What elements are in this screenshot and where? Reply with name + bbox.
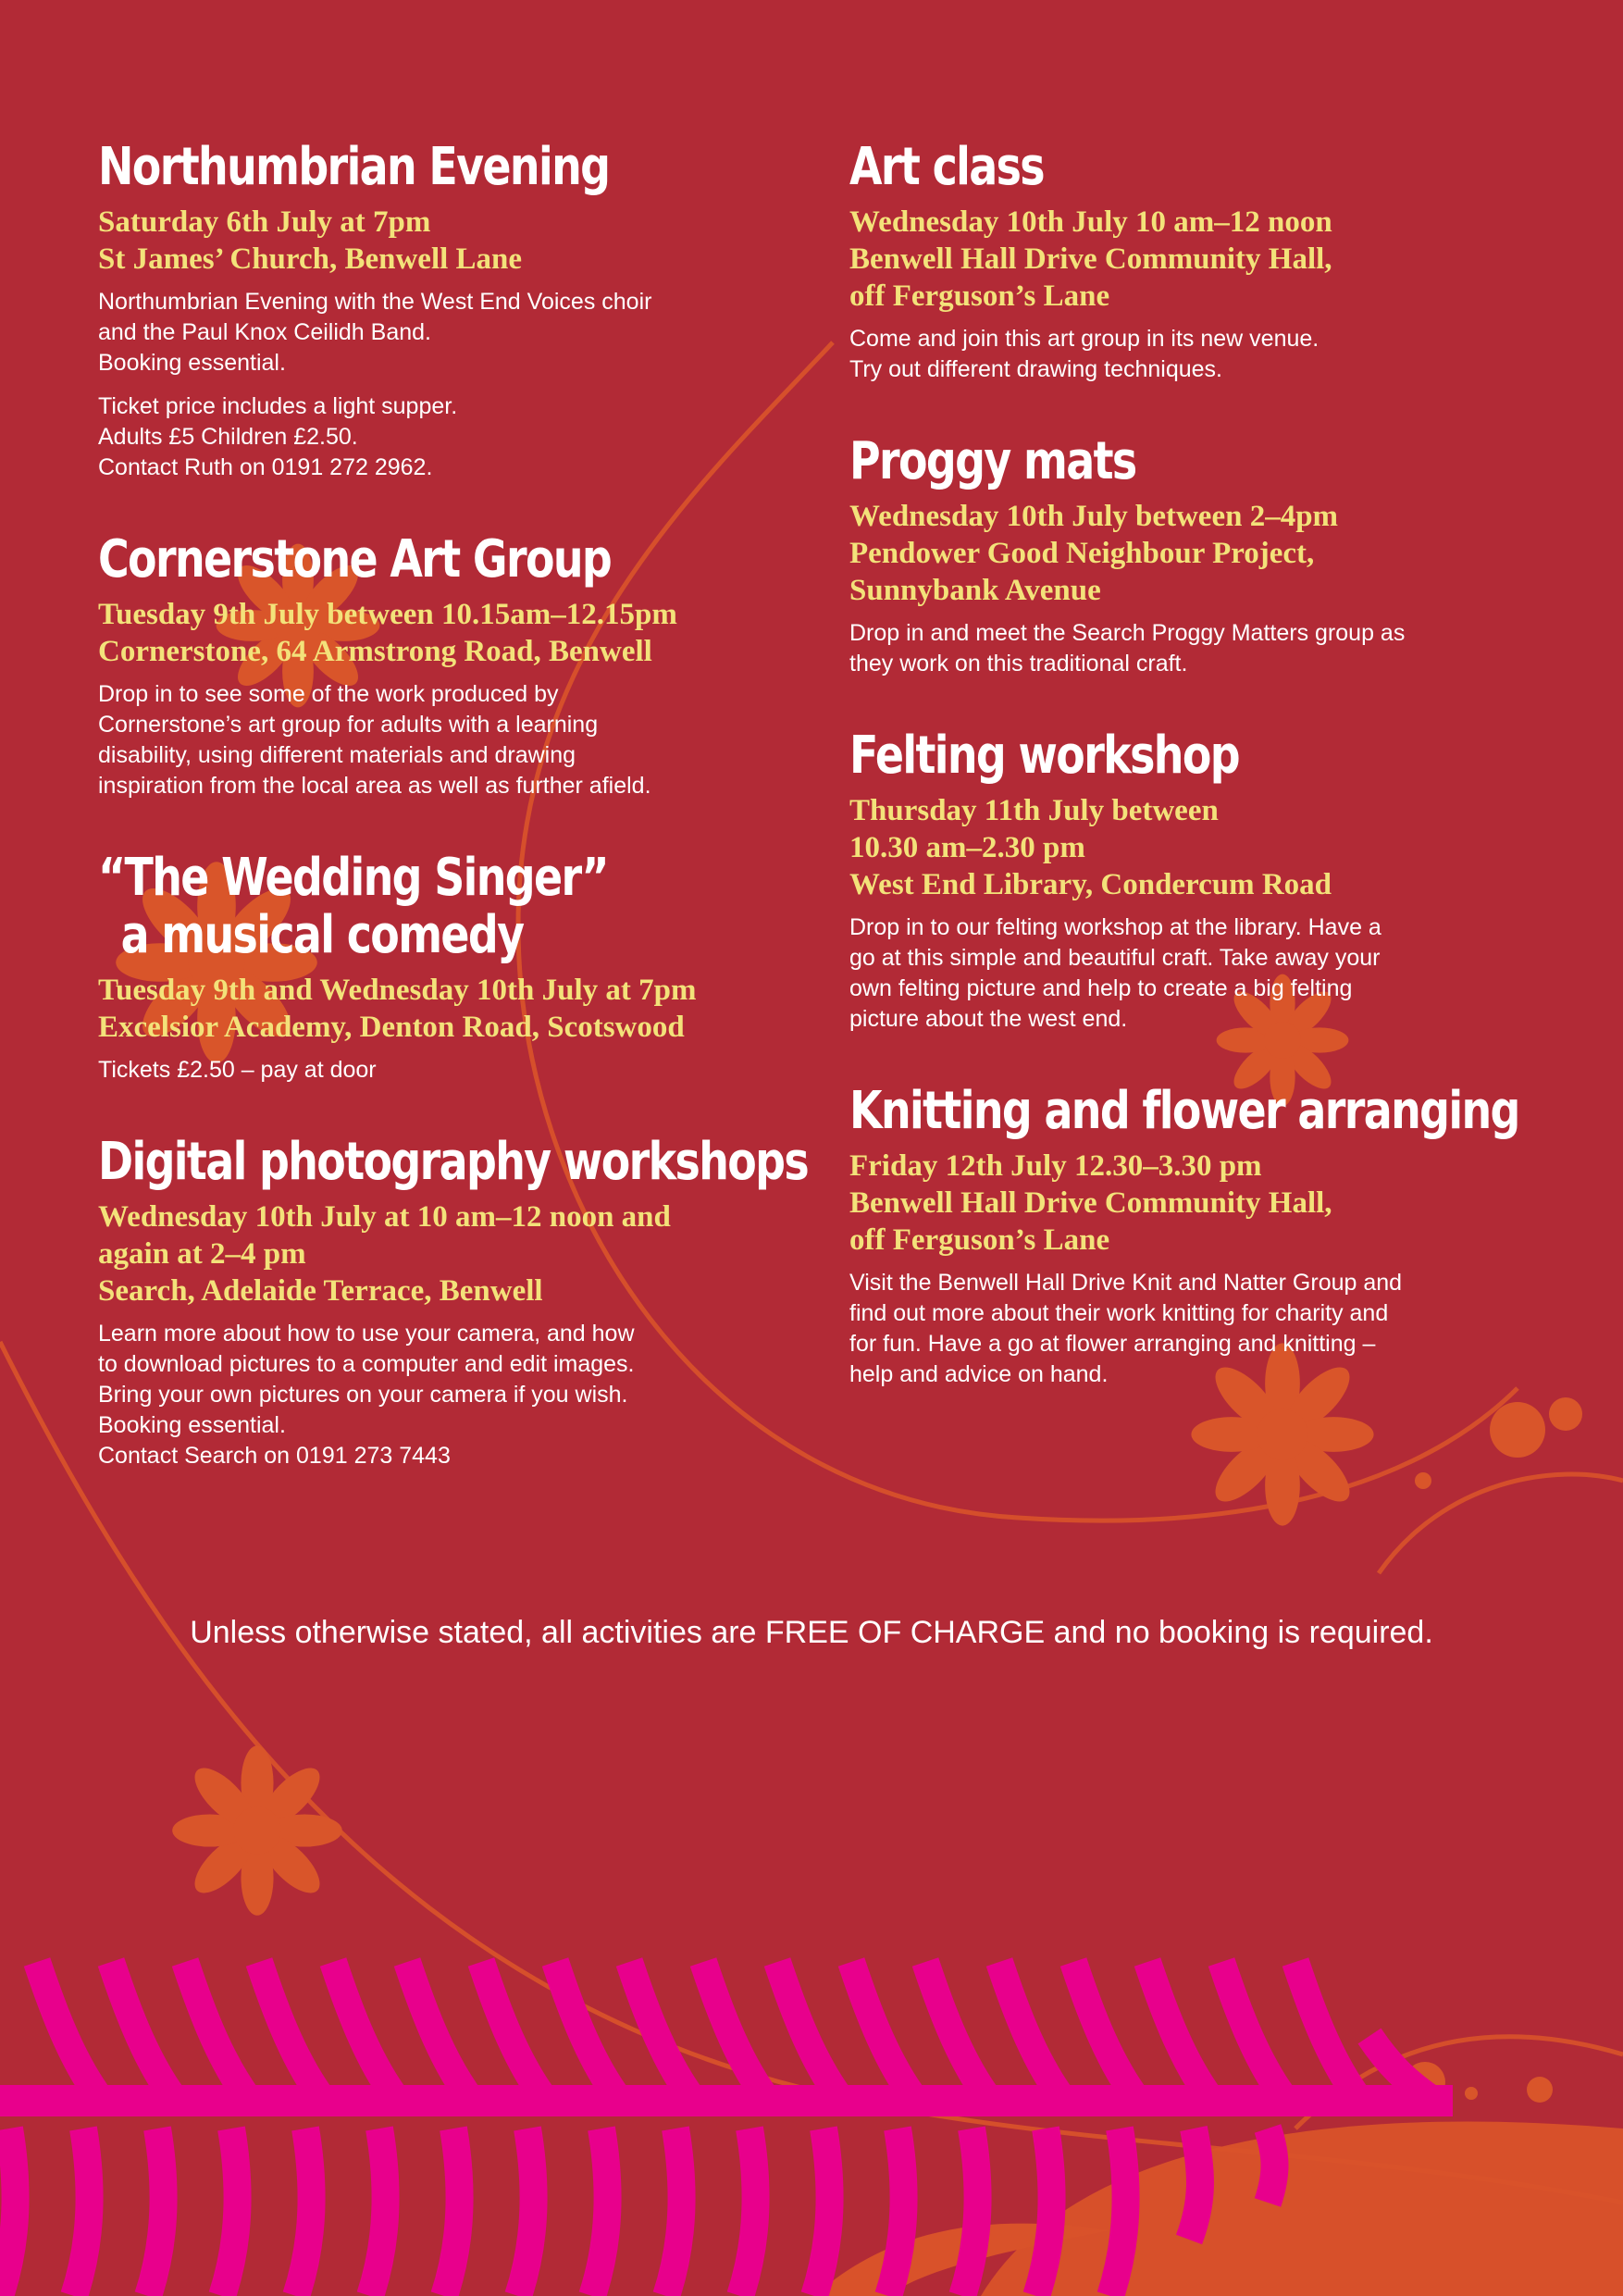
- event-title: [98, 850, 652, 964]
- event-description: Tickets £2.50 – pay at door: [98, 1057, 377, 1083]
- event-date-location: Wednesday 10th July between 2–4pm Pendower Good Neighbour Project, Sunnybank Avenue: [849, 500, 1339, 607]
- event-description: Come and join this art group in its new venue. Try out different drawing techniques.: [849, 326, 1319, 382]
- event-description: Visit the Benwell Hall Drive Knit and Natter Group and find out more about their work knitting for charity and for fun. Have a go at flower arranging and knitting – help and advice on hand.: [849, 1270, 1403, 1387]
- event-date-location: Saturday 6th July at 7pm St James’ Church, Benwell Lane: [98, 205, 523, 276]
- event-date-location: Thursday 11th July between 10.30 am–2.30 pm West End Library, Condercum Road: [849, 794, 1332, 901]
- event-wedding-singer: [98, 850, 774, 1086]
- event-felting-workshop: [849, 727, 1525, 1035]
- event-description: Drop in to see some of the work produced by Cornerstone’s art group for adults with a learning disability, using different materials and drawing inspiration from the local area as well as further afield.: [98, 681, 651, 799]
- right-column: [849, 139, 1525, 1438]
- event-digital-photography: [98, 1132, 809, 1471]
- event-cornerstone-art-group: [98, 531, 774, 801]
- event-description: Drop in and meet the Search Proggy Matters group as they work on this traditional craft.: [849, 620, 1406, 676]
- event-date-location: Wednesday 10th July 10 am–12 noon Benwell Hall Drive Community Hall, off Ferguson’s Lane: [849, 205, 1332, 313]
- event-ticket-info: Ticket price includes a light supper. Adults £5 Children £2.50. Contact Ruth on 0191 272 2962.: [98, 393, 458, 480]
- event-title: Proggy mats: [849, 431, 1136, 491]
- event-date-location: Friday 12th July 12.30–3.30 pm Benwell Hall Drive Community Hall, off Ferguson’s Lane: [849, 1149, 1332, 1257]
- left-column: [98, 137, 809, 1520]
- event-title: Cornerstone Art Group: [98, 529, 612, 590]
- event-title-line2: a musical comedy: [120, 905, 524, 965]
- event-art-class: [849, 139, 1525, 385]
- event-title: Knitting and flower arranging: [849, 1081, 1519, 1141]
- event-title: Digital photography workshops: [98, 1132, 809, 1192]
- event-date-location: Wednesday 10th July at 10 am–12 noon and again at 2–4 pm Search, Adelaide Terrace, Benwell: [98, 1200, 671, 1308]
- free-of-charge-note: Unless otherwise stated, all activities are FREE OF CHARGE and no booking is required.: [190, 1615, 1433, 1650]
- event-northumbrian-evening: [98, 139, 774, 483]
- event-title: Art class: [849, 137, 1044, 197]
- event-date-location: Tuesday 9th and Wednesday 10th July at 7pm Excelsior Academy, Denton Road, Scotswood: [98, 974, 697, 1044]
- event-date-location: Tuesday 9th July between 10.15am–12.15pm Cornerstone, 64 Armstrong Road, Benwell: [98, 598, 677, 668]
- event-title-line1: “The Wedding Singer”: [98, 848, 608, 908]
- event-title: Felting workshop: [849, 726, 1239, 786]
- event-description: Learn more about how to use your camera, and how to download pictures to a computer and edit images. Bring your own pictures on your camera if you wish. Booking essential. Contact Search on 0191 273 7443: [98, 1321, 635, 1469]
- event-description: Northumbrian Evening with the West End Voices choir and the Paul Knox Ceilidh Band. Booking essential.: [98, 289, 652, 376]
- event-knitting-flower-arranging: [849, 1083, 1525, 1390]
- event-description: Drop in to our felting workshop at the library. Have a go at this simple and beautiful craft. Take away your own felting picture and help to create a big felting picture about the west end.: [849, 914, 1381, 1032]
- event-proggy-mats: [849, 433, 1525, 679]
- event-title: Northumbrian Evening: [98, 137, 610, 197]
